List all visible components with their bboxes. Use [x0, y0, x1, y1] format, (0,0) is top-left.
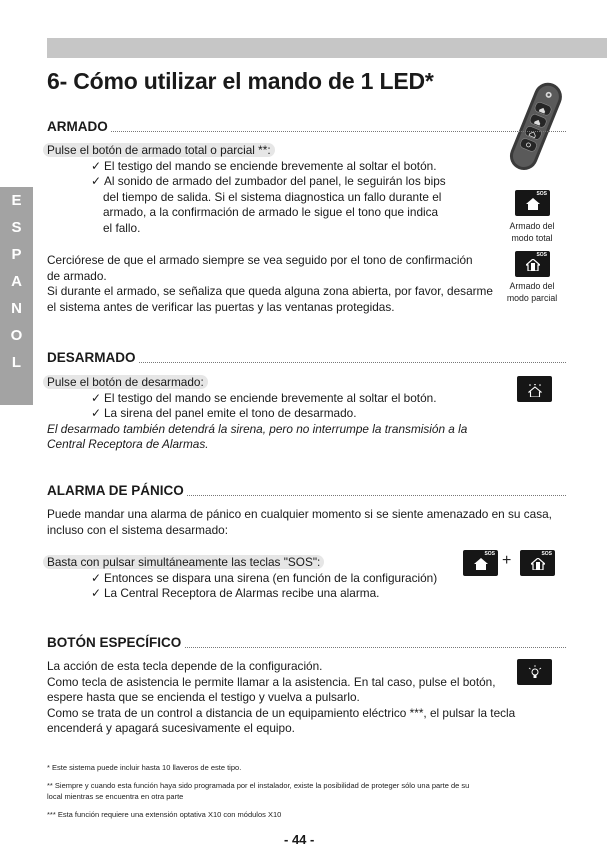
check-icon: ✓ [91, 406, 101, 420]
panico-check-1: Entonces se dispara una sirena (en función de la configuración) [104, 570, 438, 585]
especifico-body [47, 659, 515, 737]
armado-para-1-cont: de armado. [47, 268, 107, 283]
especifico-line: espere hasta que se encienda el testigo y vuelva a pulsarlo. [47, 690, 360, 704]
desarmado-check-1: El testigo del mando se enciende brevemente al soltar el botón. [104, 390, 437, 405]
page-title: 6- Cómo utilizar el mando de 1 LED* [47, 68, 434, 94]
section-especifico-heading: BOTÓN ESPECÍFICO [47, 635, 566, 651]
armado-check-2-cont: armado, a la confirmación de armado le sigue el tono que indica [103, 205, 439, 219]
especifico-line: encenderá y apagará sucesivamente el equipo. [47, 721, 295, 735]
armado-check-2-cont: del tiempo de salida. Si el sistema diagnostica un fallo durante el [103, 189, 442, 204]
page-number: - 44 - [284, 832, 315, 847]
footnote-2-cont: local mientras se encuentra en otra parte [47, 792, 184, 801]
side-tab-letter: O [10, 327, 23, 344]
armado-check-2-cont: el fallo. [103, 220, 141, 235]
footnote-3: *** Esta función requiere una extensión optativa X10 con módulos X10 [47, 810, 282, 819]
armado-check-2: Al sonido de armado del zumbador del panel, le seguirán los bips [104, 174, 446, 188]
armado-para-2: Si durante el armado, se señaliza que queda alguna zona abierta, por favor, desarme [47, 284, 493, 298]
check-icon: ✓ [91, 158, 101, 173]
section-desarmado-heading: DESARMADO [47, 350, 566, 366]
home-armed-icon: SOS [463, 550, 498, 576]
panico-para-l1: Puede mandar una alarma de pánico en cualquier momento si se siente amenazado en su casa, [47, 507, 552, 521]
home-disarm-icon [517, 376, 552, 402]
armado-paragraphs [47, 253, 493, 315]
footnote-1: * Este sistema puede incluir hasta 10 llaveros de este tipo. [47, 763, 242, 772]
especifico-line: Como tecla de asistencia le permite llamar a la asistencia. En tal caso, pulse el botón, [47, 674, 496, 689]
footnotes [47, 762, 469, 820]
check-icon: ✓ [91, 570, 101, 585]
armado-body [47, 143, 446, 236]
desarmado-body [47, 375, 467, 453]
check-icon: ✓ [91, 586, 101, 600]
side-tab-letter: L [11, 354, 22, 371]
side-tab-letter: E [11, 192, 22, 209]
desarmado-intro: Pulse el botón de desarmado: [43, 375, 208, 389]
light-bulb-icon [517, 659, 552, 685]
header-bar [47, 38, 607, 58]
check-icon: ✓ [91, 174, 101, 188]
side-tab-letter: N [11, 300, 22, 317]
section-panico-heading: ALARMA DE PÁNICO [47, 483, 566, 499]
desarmado-check-2: La sirena del panel emite el tono de desarmado. [104, 406, 357, 420]
armado-check-1: El testigo del mando se enciende brevemente al soltar el botón. [104, 158, 437, 173]
desarmado-note: El desarmado también detendrá la sirena, pero no interrumpe la transmisión a la [47, 421, 468, 436]
especifico-line: Como se trata de un control a distancia de un equipamiento eléctrico ***, el pulsar la tecla [47, 705, 516, 720]
side-tab-letter: S [11, 219, 22, 236]
check-icon: ✓ [91, 390, 101, 405]
armado-para-2-cont: el sistema antes de verificar las puertas y las ventanas protegidas. [47, 299, 395, 314]
armado-para-1: Cerciórese de que el armado siempre se vea seguido por el tono de confirmación [47, 253, 473, 267]
home-partial-icon: SOS [520, 550, 555, 576]
plus-sign: + [502, 552, 512, 569]
panico-para-l2: incluso con el sistema desarmado: [47, 522, 228, 537]
home-partial-icon: SOS [515, 251, 550, 277]
especifico-line: La acción de esta tecla depende de la configuración. [47, 659, 323, 673]
home-armed-icon: SOS [515, 190, 550, 216]
panico-check-2: La Central Receptora de Alarmas recibe una alarma. [104, 586, 380, 600]
footnote-2: ** Siempre y cuando esta función haya sido programada por el instalador, existe la posibilidad de proteger sólo una parte de su [47, 781, 470, 790]
panico-body [47, 555, 437, 602]
caption-armado-total: Armado del modo total [509, 221, 555, 243]
side-tab-letter: P [11, 246, 22, 263]
side-tab-letter: A [11, 273, 22, 290]
caption-armado-parcial: Armado del modo parcial [506, 281, 558, 303]
panico-intro: Basta con pulsar simultáneamente las teclas "SOS": [43, 555, 324, 569]
language-side-tab [0, 187, 33, 405]
desarmado-note-cont: Central Receptora de Alarmas. [47, 437, 209, 451]
section-armado-heading: ARMADO [47, 119, 566, 135]
armado-intro: Pulse el botón de armado total o parcial **: [43, 143, 275, 157]
panico-para [47, 507, 552, 538]
